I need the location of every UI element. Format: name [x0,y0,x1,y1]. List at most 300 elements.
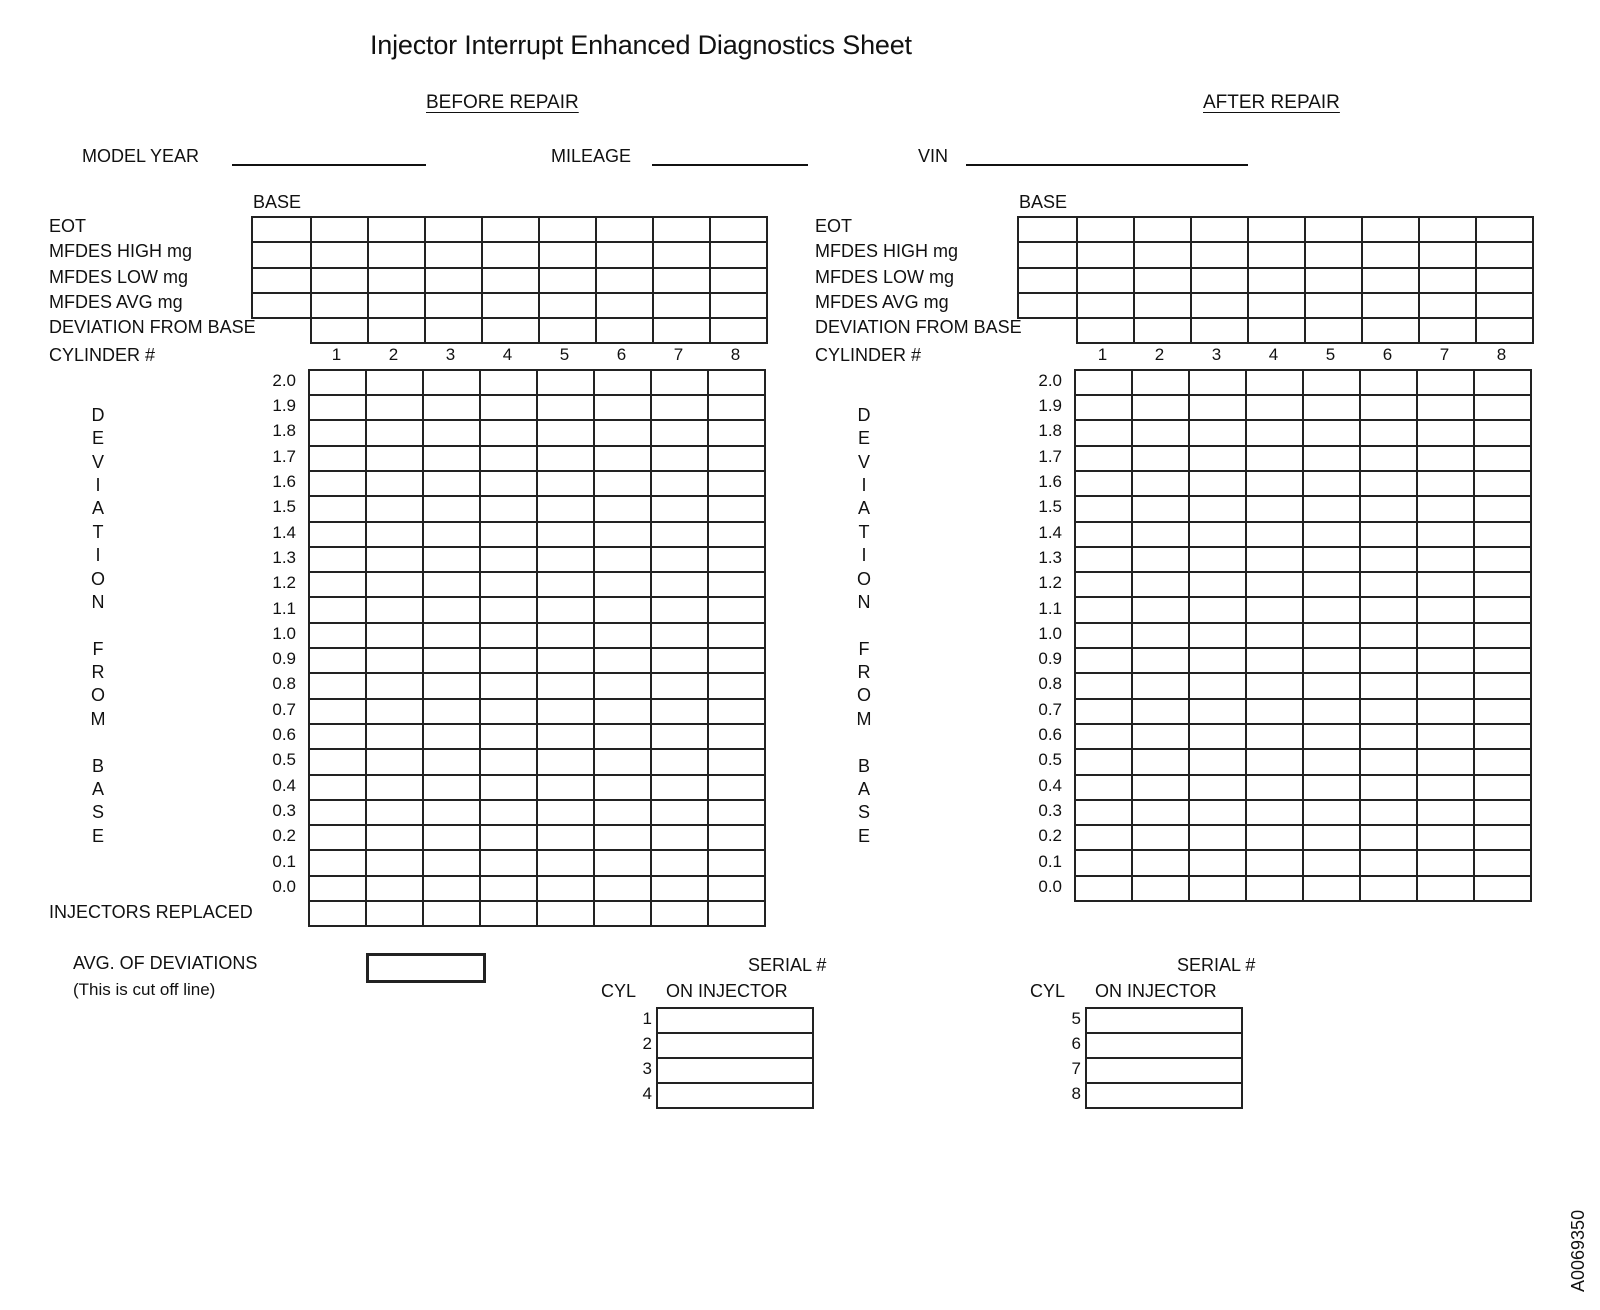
before-deviation-cell[interactable] [480,623,537,648]
after-deviation-cell[interactable] [1474,370,1531,395]
after-deviation-cell[interactable] [1075,825,1132,850]
after-deviation-cell[interactable] [1246,724,1303,749]
before-measure-cell[interactable] [482,242,539,267]
after-deviation-cell[interactable] [1360,699,1417,724]
before-deviation-cell[interactable] [423,547,480,572]
before-deviation-cell[interactable] [309,547,366,572]
before-deviation-cell[interactable] [423,901,480,926]
after-deviation-cell[interactable] [1303,370,1360,395]
before-deviation-cell[interactable] [480,395,537,420]
before-measure-cell[interactable] [368,217,425,242]
after-measure-cell[interactable] [1134,318,1191,343]
after-deviation-cell[interactable] [1075,648,1132,673]
before-deviation-cell[interactable] [594,496,651,521]
after-measure-cell[interactable] [1305,242,1362,267]
after-deviation-cell[interactable] [1417,775,1474,800]
before-deviation-cell[interactable] [708,597,765,622]
after-deviation-cell[interactable] [1075,775,1132,800]
after-base-cell[interactable] [1018,217,1077,242]
before-measure-cell[interactable] [710,318,767,343]
before-deviation-cell[interactable] [651,724,708,749]
before-deviation-cell[interactable] [708,876,765,901]
before-deviation-cell[interactable] [423,724,480,749]
before-deviation-cell[interactable] [651,547,708,572]
before-deviation-cell[interactable] [423,648,480,673]
after-measure-cell[interactable] [1134,268,1191,293]
before-measure-cell[interactable] [368,242,425,267]
before-deviation-cell[interactable] [423,775,480,800]
before-deviation-cell[interactable] [423,597,480,622]
before-deviation-cell[interactable] [423,876,480,901]
after-base-cell[interactable] [1018,242,1077,267]
after-deviation-cell[interactable] [1417,648,1474,673]
after-deviation-cell[interactable] [1474,471,1531,496]
after-measure-cell[interactable] [1476,268,1533,293]
before-deviation-cell[interactable] [708,648,765,673]
before-deviation-cell[interactable] [594,876,651,901]
before-deviation-cell[interactable] [309,370,366,395]
before-deviation-cell[interactable] [708,496,765,521]
after-base-cell[interactable] [1018,268,1077,293]
before-deviation-cell[interactable] [366,850,423,875]
after-base-cell[interactable] [1018,293,1077,318]
before-measure-cell[interactable] [653,318,710,343]
before-measure-cell[interactable] [710,293,767,318]
after-deviation-cell[interactable] [1132,623,1189,648]
before-deviation-cell[interactable] [309,673,366,698]
before-deviation-cell[interactable] [651,876,708,901]
before-deviation-cell[interactable] [537,420,594,445]
before-base-cell[interactable] [252,293,311,318]
after-deviation-cell[interactable] [1303,623,1360,648]
after-deviation-cell[interactable] [1360,876,1417,901]
after-deviation-cell[interactable] [1075,395,1132,420]
after-deviation-cell[interactable] [1474,547,1531,572]
after-deviation-cell[interactable] [1474,699,1531,724]
before-measure-cell[interactable] [311,318,368,343]
after-deviation-cell[interactable] [1189,597,1246,622]
after-deviation-cell[interactable] [1246,496,1303,521]
after-deviation-cell[interactable] [1303,724,1360,749]
before-deviation-cell[interactable] [708,850,765,875]
after-deviation-cell[interactable] [1474,876,1531,901]
before-deviation-cell[interactable] [537,775,594,800]
after-measure-cell[interactable] [1419,318,1476,343]
after-deviation-cell[interactable] [1303,648,1360,673]
before-deviation-cell[interactable] [309,446,366,471]
before-measure-cell[interactable] [653,242,710,267]
after-deviation-cell[interactable] [1132,850,1189,875]
after-deviation-cell[interactable] [1189,522,1246,547]
after-deviation-cell[interactable] [1417,420,1474,445]
after-measure-cell[interactable] [1362,268,1419,293]
after-deviation-cell[interactable] [1075,496,1132,521]
before-measure-cell[interactable] [425,293,482,318]
left-serial-cell[interactable] [657,1033,813,1058]
before-deviation-cell[interactable] [651,825,708,850]
after-deviation-cell[interactable] [1474,597,1531,622]
before-deviation-cell[interactable] [651,800,708,825]
before-measure-cell[interactable] [653,293,710,318]
before-measure-cell[interactable] [425,268,482,293]
after-deviation-cell[interactable] [1189,623,1246,648]
after-deviation-cell[interactable] [1189,876,1246,901]
before-measure-cell[interactable] [653,268,710,293]
after-deviation-cell[interactable] [1417,850,1474,875]
before-measure-cell[interactable] [539,268,596,293]
after-deviation-cell[interactable] [1303,572,1360,597]
before-deviation-cell[interactable] [480,572,537,597]
after-deviation-cell[interactable] [1474,850,1531,875]
before-deviation-cell[interactable] [366,623,423,648]
before-deviation-cell[interactable] [309,471,366,496]
before-deviation-cell[interactable] [366,749,423,774]
before-measure-cell[interactable] [539,242,596,267]
left-serial-cell[interactable] [657,1083,813,1108]
after-deviation-cell[interactable] [1189,471,1246,496]
after-deviation-cell[interactable] [1246,623,1303,648]
after-deviation-cell[interactable] [1417,572,1474,597]
before-deviation-cell[interactable] [594,395,651,420]
after-deviation-cell[interactable] [1474,800,1531,825]
after-deviation-cell[interactable] [1360,496,1417,521]
before-deviation-cell[interactable] [480,547,537,572]
after-measure-cell[interactable] [1191,318,1248,343]
after-measure-cell[interactable] [1419,293,1476,318]
after-measure-cell[interactable] [1134,242,1191,267]
before-deviation-cell[interactable] [537,901,594,926]
after-measure-cell[interactable] [1077,293,1134,318]
after-deviation-cell[interactable] [1360,623,1417,648]
before-measure-cell[interactable] [710,268,767,293]
after-deviation-cell[interactable] [1360,597,1417,622]
after-deviation-cell[interactable] [1132,876,1189,901]
before-deviation-cell[interactable] [537,825,594,850]
before-deviation-cell[interactable] [594,825,651,850]
before-deviation-cell[interactable] [537,648,594,673]
after-deviation-cell[interactable] [1132,724,1189,749]
before-deviation-cell[interactable] [309,572,366,597]
after-deviation-cell[interactable] [1303,775,1360,800]
before-deviation-cell[interactable] [537,471,594,496]
before-deviation-cell[interactable] [537,724,594,749]
after-deviation-cell[interactable] [1132,699,1189,724]
before-deviation-cell[interactable] [366,775,423,800]
before-deviation-cell[interactable] [537,876,594,901]
after-deviation-cell[interactable] [1417,395,1474,420]
after-deviation-cell[interactable] [1303,496,1360,521]
before-deviation-cell[interactable] [480,825,537,850]
before-deviation-cell[interactable] [651,850,708,875]
after-deviation-cell[interactable] [1075,572,1132,597]
before-deviation-cell[interactable] [651,395,708,420]
before-deviation-cell[interactable] [594,800,651,825]
before-deviation-cell[interactable] [708,749,765,774]
after-deviation-cell[interactable] [1132,648,1189,673]
before-deviation-cell[interactable] [708,446,765,471]
after-measure-cell[interactable] [1248,268,1305,293]
after-deviation-cell[interactable] [1075,420,1132,445]
before-deviation-cell[interactable] [594,370,651,395]
before-deviation-cell[interactable] [708,420,765,445]
after-deviation-cell[interactable] [1303,800,1360,825]
after-deviation-cell[interactable] [1189,699,1246,724]
before-measure-cell[interactable] [368,268,425,293]
before-deviation-cell[interactable] [651,522,708,547]
after-deviation-cell[interactable] [1303,825,1360,850]
after-deviation-cell[interactable] [1360,522,1417,547]
before-deviation-cell[interactable] [708,395,765,420]
after-deviation-cell[interactable] [1303,699,1360,724]
before-deviation-cell[interactable] [537,800,594,825]
before-deviation-cell[interactable] [480,522,537,547]
after-measure-cell[interactable] [1248,242,1305,267]
after-deviation-cell[interactable] [1132,496,1189,521]
before-measure-cell[interactable] [311,242,368,267]
after-measure-cell[interactable] [1305,318,1362,343]
after-deviation-cell[interactable] [1246,749,1303,774]
after-deviation-cell[interactable] [1246,572,1303,597]
before-measure-cell[interactable] [653,217,710,242]
before-deviation-cell[interactable] [651,471,708,496]
before-deviation-cell[interactable] [537,572,594,597]
after-deviation-cell[interactable] [1417,597,1474,622]
after-deviation-cell[interactable] [1246,522,1303,547]
after-measure-cell[interactable] [1476,293,1533,318]
after-deviation-cell[interactable] [1303,850,1360,875]
after-deviation-cell[interactable] [1474,623,1531,648]
before-deviation-cell[interactable] [708,572,765,597]
after-deviation-cell[interactable] [1474,775,1531,800]
before-deviation-cell[interactable] [537,370,594,395]
before-deviation-cell[interactable] [366,395,423,420]
before-deviation-cell[interactable] [651,901,708,926]
after-measure-cell[interactable] [1362,293,1419,318]
before-deviation-cell[interactable] [537,522,594,547]
before-deviation-cell[interactable] [309,749,366,774]
after-deviation-cell[interactable] [1132,775,1189,800]
after-deviation-cell[interactable] [1132,547,1189,572]
before-deviation-cell[interactable] [366,699,423,724]
before-deviation-cell[interactable] [366,370,423,395]
before-deviation-cell[interactable] [480,876,537,901]
before-measure-cell[interactable] [311,293,368,318]
after-measure-cell[interactable] [1134,293,1191,318]
before-deviation-cell[interactable] [423,699,480,724]
right-serial-cell[interactable] [1086,1058,1242,1083]
before-deviation-cell[interactable] [708,825,765,850]
before-deviation-cell[interactable] [309,901,366,926]
before-deviation-cell[interactable] [594,572,651,597]
before-deviation-cell[interactable] [309,623,366,648]
before-measure-cell[interactable] [482,217,539,242]
before-measure-cell[interactable] [482,293,539,318]
before-deviation-cell[interactable] [480,496,537,521]
after-deviation-cell[interactable] [1189,800,1246,825]
after-deviation-cell[interactable] [1360,825,1417,850]
before-deviation-cell[interactable] [708,724,765,749]
before-deviation-cell[interactable] [708,471,765,496]
before-deviation-cell[interactable] [423,471,480,496]
after-deviation-cell[interactable] [1075,547,1132,572]
before-deviation-cell[interactable] [423,496,480,521]
before-deviation-cell[interactable] [708,623,765,648]
after-deviation-cell[interactable] [1075,876,1132,901]
after-deviation-cell[interactable] [1417,370,1474,395]
after-deviation-cell[interactable] [1246,876,1303,901]
after-deviation-cell[interactable] [1360,572,1417,597]
after-deviation-cell[interactable] [1360,420,1417,445]
before-deviation-cell[interactable] [594,420,651,445]
after-deviation-cell[interactable] [1417,547,1474,572]
after-deviation-cell[interactable] [1360,547,1417,572]
after-deviation-cell[interactable] [1417,522,1474,547]
before-deviation-cell[interactable] [651,572,708,597]
before-deviation-cell[interactable] [423,850,480,875]
before-measure-cell[interactable] [425,318,482,343]
before-measure-cell[interactable] [539,293,596,318]
after-deviation-cell[interactable] [1132,825,1189,850]
before-deviation-cell[interactable] [366,648,423,673]
after-deviation-cell[interactable] [1303,420,1360,445]
after-deviation-cell[interactable] [1474,673,1531,698]
before-deviation-cell[interactable] [366,597,423,622]
before-deviation-cell[interactable] [309,800,366,825]
after-deviation-cell[interactable] [1075,446,1132,471]
after-deviation-cell[interactable] [1360,446,1417,471]
before-deviation-cell[interactable] [480,446,537,471]
mileage-field[interactable] [652,164,808,166]
before-deviation-cell[interactable] [480,597,537,622]
before-deviation-cell[interactable] [537,850,594,875]
right-serial-cell[interactable] [1086,1008,1242,1033]
after-deviation-cell[interactable] [1132,522,1189,547]
after-deviation-cell[interactable] [1189,850,1246,875]
before-measure-cell[interactable] [596,217,653,242]
before-measure-cell[interactable] [596,318,653,343]
before-deviation-cell[interactable] [366,522,423,547]
before-measure-cell[interactable] [596,293,653,318]
before-measure-cell[interactable] [425,217,482,242]
before-deviation-cell[interactable] [309,876,366,901]
after-deviation-cell[interactable] [1417,825,1474,850]
before-deviation-cell[interactable] [708,699,765,724]
before-deviation-cell[interactable] [309,597,366,622]
after-deviation-cell[interactable] [1246,395,1303,420]
left-serial-cell[interactable] [657,1008,813,1033]
before-deviation-cell[interactable] [708,901,765,926]
after-deviation-cell[interactable] [1303,673,1360,698]
before-deviation-cell[interactable] [708,522,765,547]
before-base-cell[interactable] [252,217,311,242]
after-measure-cell[interactable] [1077,242,1134,267]
vin-field[interactable] [966,164,1248,166]
after-measure-cell[interactable] [1077,268,1134,293]
before-measure-cell[interactable] [539,217,596,242]
after-deviation-cell[interactable] [1075,673,1132,698]
after-deviation-cell[interactable] [1303,395,1360,420]
after-deviation-cell[interactable] [1132,471,1189,496]
before-deviation-cell[interactable] [594,901,651,926]
model-year-field[interactable] [232,164,426,166]
before-deviation-cell[interactable] [366,724,423,749]
before-deviation-cell[interactable] [423,420,480,445]
before-deviation-cell[interactable] [480,370,537,395]
after-deviation-cell[interactable] [1189,724,1246,749]
after-deviation-cell[interactable] [1303,597,1360,622]
after-deviation-cell[interactable] [1246,370,1303,395]
after-deviation-cell[interactable] [1132,446,1189,471]
after-deviation-cell[interactable] [1474,724,1531,749]
before-deviation-cell[interactable] [651,673,708,698]
before-deviation-cell[interactable] [651,775,708,800]
after-deviation-cell[interactable] [1075,597,1132,622]
before-deviation-cell[interactable] [309,496,366,521]
after-deviation-cell[interactable] [1189,825,1246,850]
avg-deviations-box[interactable] [366,953,486,983]
after-measure-cell[interactable] [1248,217,1305,242]
after-deviation-cell[interactable] [1246,471,1303,496]
left-serial-cell[interactable] [657,1058,813,1083]
after-deviation-cell[interactable] [1360,775,1417,800]
after-deviation-cell[interactable] [1417,673,1474,698]
after-deviation-cell[interactable] [1474,446,1531,471]
after-deviation-cell[interactable] [1360,648,1417,673]
before-deviation-cell[interactable] [480,471,537,496]
after-deviation-cell[interactable] [1189,446,1246,471]
after-deviation-cell[interactable] [1189,420,1246,445]
after-deviation-cell[interactable] [1360,673,1417,698]
after-deviation-cell[interactable] [1075,749,1132,774]
before-deviation-cell[interactable] [423,446,480,471]
before-deviation-cell[interactable] [366,420,423,445]
after-deviation-cell[interactable] [1132,370,1189,395]
after-deviation-cell[interactable] [1303,522,1360,547]
before-deviation-cell[interactable] [708,673,765,698]
after-deviation-cell[interactable] [1132,395,1189,420]
after-deviation-cell[interactable] [1303,749,1360,774]
after-deviation-cell[interactable] [1246,547,1303,572]
after-measure-cell[interactable] [1305,217,1362,242]
after-deviation-cell[interactable] [1474,522,1531,547]
after-deviation-cell[interactable] [1474,420,1531,445]
before-deviation-cell[interactable] [594,446,651,471]
after-measure-cell[interactable] [1077,217,1134,242]
after-measure-cell[interactable] [1476,217,1533,242]
before-deviation-cell[interactable] [480,850,537,875]
after-deviation-cell[interactable] [1417,876,1474,901]
before-deviation-cell[interactable] [480,724,537,749]
before-deviation-cell[interactable] [708,370,765,395]
after-deviation-cell[interactable] [1474,572,1531,597]
before-deviation-cell[interactable] [594,623,651,648]
before-deviation-cell[interactable] [537,749,594,774]
after-deviation-cell[interactable] [1075,850,1132,875]
before-deviation-cell[interactable] [594,648,651,673]
after-deviation-cell[interactable] [1303,876,1360,901]
before-deviation-cell[interactable] [480,749,537,774]
before-deviation-cell[interactable] [708,547,765,572]
before-deviation-cell[interactable] [480,673,537,698]
after-deviation-cell[interactable] [1246,775,1303,800]
after-measure-cell[interactable] [1362,318,1419,343]
after-deviation-cell[interactable] [1189,370,1246,395]
before-deviation-cell[interactable] [366,496,423,521]
after-deviation-cell[interactable] [1189,547,1246,572]
after-deviation-cell[interactable] [1474,648,1531,673]
after-deviation-cell[interactable] [1417,699,1474,724]
after-deviation-cell[interactable] [1189,775,1246,800]
